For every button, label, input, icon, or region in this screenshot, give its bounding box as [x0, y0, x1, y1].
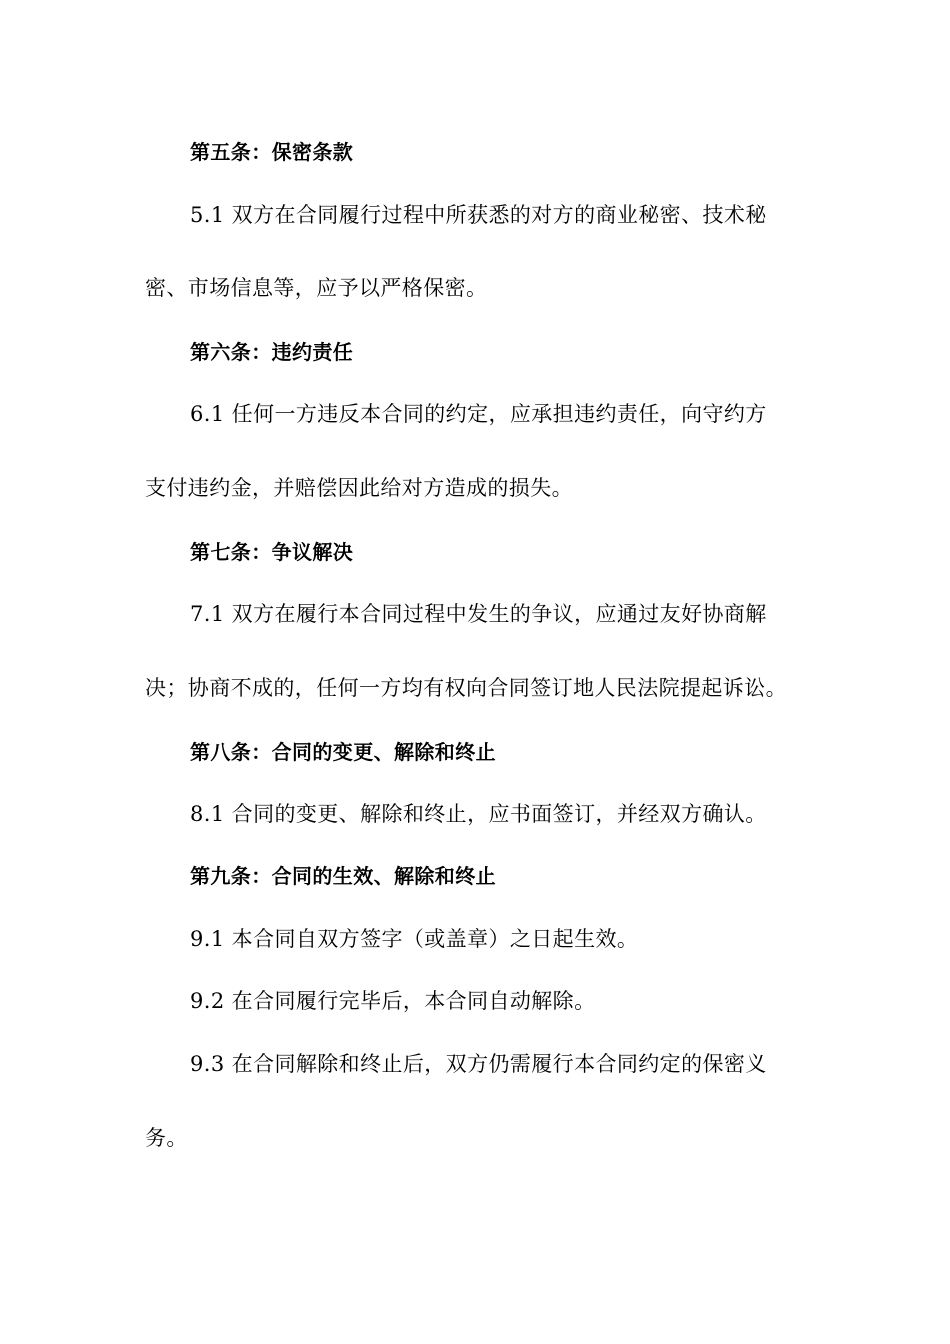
clause-7-1-line-1: 7.1 双方在履行本合同过程中发生的争议，应通过友好协商解 — [190, 602, 767, 626]
clause-6-1-line-2: 支付违约金，并赔偿因此给对方造成的损失。 — [145, 476, 573, 500]
section-6-heading: 第六条：违约责任 — [190, 340, 354, 364]
section-5-heading: 第五条：保密条款 — [190, 140, 354, 164]
section-9-heading: 第九条：合同的生效、解除和终止 — [190, 864, 496, 888]
clause-7-1-line-2: 决；协商不成的，任何一方均有权向合同签订地人民法院提起诉讼。 — [145, 676, 787, 700]
clause-9-3-line-1: 9.3 在合同解除和终止后，双方仍需履行本合同约定的保密义 — [190, 1052, 767, 1076]
clause-5-1-line-2: 密、市场信息等，应予以严格保密。 — [145, 276, 488, 300]
clause-9-2: 9.2 在合同履行完毕后，本合同自动解除。 — [190, 989, 596, 1013]
clause-5-1-line-1: 5.1 双方在合同履行过程中所获悉的对方的商业秘密、技术秘 — [190, 203, 767, 227]
section-7-heading: 第七条：争议解决 — [190, 540, 354, 564]
clause-9-1: 9.1 本合同自双方签字（或盖章）之日起生效。 — [190, 927, 639, 951]
clause-9-3-line-2: 务。 — [145, 1126, 188, 1150]
section-8-heading: 第八条：合同的变更、解除和终止 — [190, 740, 496, 764]
clause-8-1: 8.1 合同的变更、解除和终止，应书面签订，并经双方确认。 — [190, 802, 767, 826]
clause-6-1-line-1: 6.1 任何一方违反本合同的约定，应承担违约责任，向守约方 — [190, 402, 767, 426]
